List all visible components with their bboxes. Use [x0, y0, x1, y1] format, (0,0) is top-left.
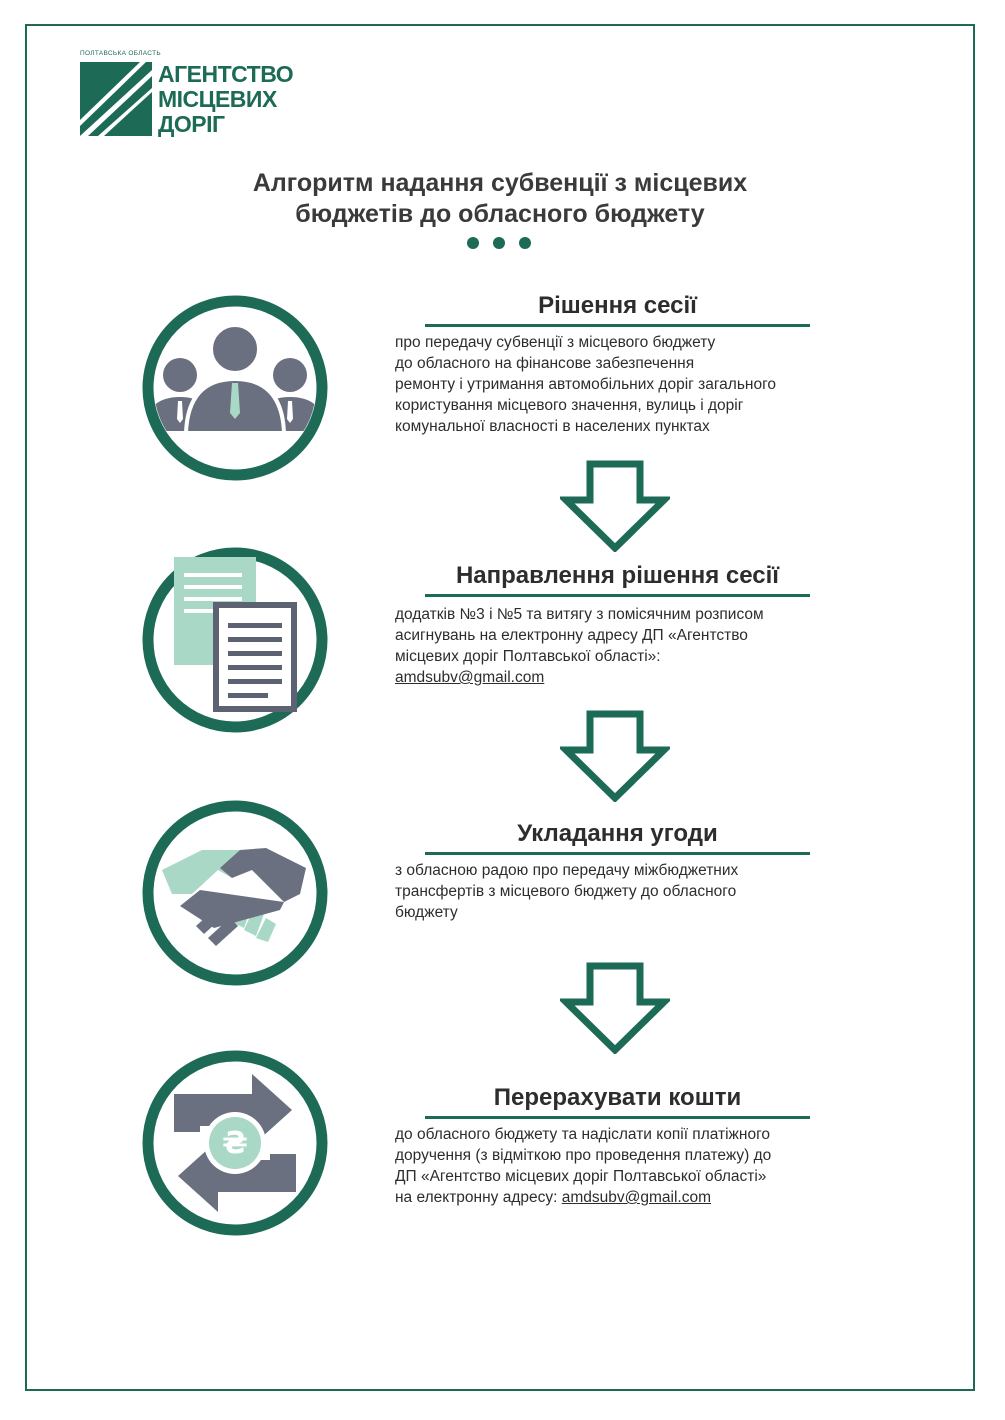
- step-2-title: Направлення рішення сесії: [455, 562, 780, 589]
- step-3-line: бюджету: [395, 904, 458, 921]
- step-1-description: [395, 332, 875, 437]
- step-1-title: Рішення сесії: [538, 292, 697, 319]
- step-2-divider: [425, 594, 810, 597]
- step-1-divider: [425, 324, 810, 327]
- title-dots: [467, 236, 547, 250]
- step-3-line: з обласною радою про передачу міжбюджетних: [395, 862, 739, 879]
- hryvnia-exchange-icon: [140, 1048, 330, 1238]
- step-2-line: асигнувань на електронну адресу ДП «Агентство: [395, 627, 748, 644]
- step-1-line: про передачу субвенції з місцевого бюджету: [395, 334, 716, 351]
- step-3-title: Укладання угоди: [517, 820, 718, 847]
- logo-wordmark: [158, 62, 293, 137]
- step-4-line: [395, 1187, 875, 1208]
- step-4-line: ДП «Агентство місцевих доріг Полтавської області»: [395, 1168, 767, 1185]
- step-3-description: [395, 860, 875, 923]
- logo-line-2: МІСЦЕВИХ: [158, 86, 277, 112]
- hryvnia-symbol: ₴: [222, 1126, 248, 1161]
- people-icon: [140, 293, 330, 483]
- step-4-description: [395, 1124, 875, 1208]
- documents-icon: [140, 545, 330, 735]
- email-prefix: на електронну адресу:: [395, 1189, 562, 1206]
- step-3-line: трансфертів з місцевого бюджету до обласного: [395, 883, 737, 900]
- email-link[interactable]: amdsubv@gmail.com: [561, 1189, 712, 1206]
- step-2-line: місцевих доріг Полтавської області»:: [395, 648, 661, 665]
- page-title-line-1: Алгоритм надання субвенції з місцевих: [252, 169, 748, 197]
- arrow-down-icon: [560, 710, 670, 802]
- step-4-title: Перерахувати кошти: [493, 1084, 742, 1111]
- step-1-line: комунальної власності в населених пунктах: [395, 418, 710, 435]
- step-2-description: [395, 604, 875, 688]
- road-logo-icon: [80, 62, 152, 136]
- step-1-line: ремонту і утримання автомобільних доріг загального: [395, 376, 777, 393]
- step-4-line: до обласного бюджету та надіслати копії платіжного: [395, 1126, 771, 1143]
- logo-line-3: ДОРІГ: [158, 111, 225, 137]
- email-link[interactable]: amdsubv@gmail.com: [395, 669, 545, 686]
- step-3-divider: [425, 852, 810, 855]
- page-title-line-2: бюджетів до обласного бюджету: [295, 200, 705, 228]
- arrow-down-icon: [560, 460, 670, 552]
- dot: [519, 237, 531, 249]
- step-1-line: користування місцевого значення, вулиць і доріг: [395, 397, 744, 414]
- step-2-line: додатків №3 і №5 та витягу з помісячним розписом: [395, 606, 764, 623]
- dot: [493, 237, 505, 249]
- step-4-divider: [425, 1116, 810, 1119]
- page-title: [150, 168, 850, 230]
- logo-line-1: АГЕНТСТВО: [158, 61, 294, 87]
- arrow-down-icon: [560, 962, 670, 1054]
- handshake-icon: [140, 798, 330, 988]
- step-1-line: до обласного на фінансове забезпечення: [395, 355, 695, 372]
- logo-region-label: ПОЛТАВСЬКА ОБЛАСТЬ: [80, 50, 161, 57]
- dot: [467, 237, 479, 249]
- step-4-line: доручення (з відміткою про проведення платежу) до: [395, 1147, 772, 1164]
